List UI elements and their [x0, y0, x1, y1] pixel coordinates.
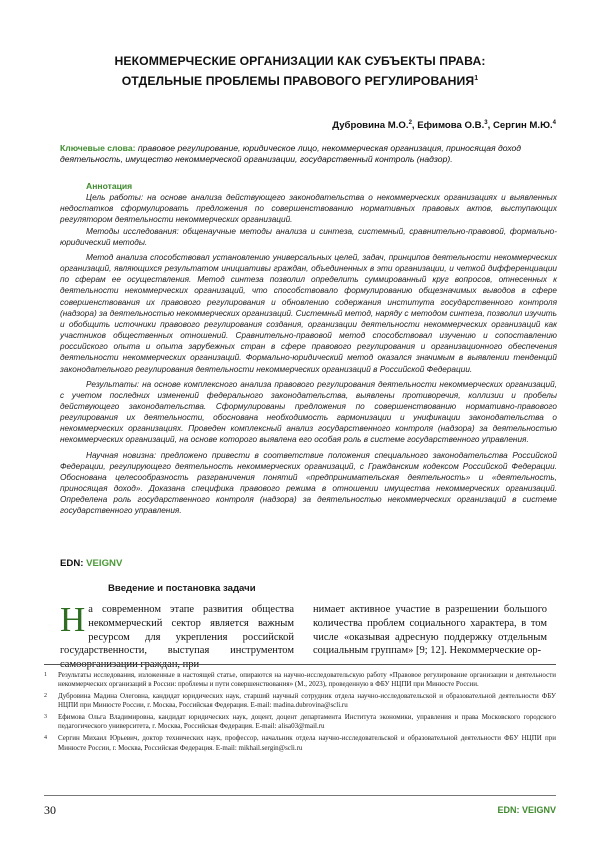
footnote-number: 2	[44, 693, 47, 700]
footnote	[44, 692, 556, 711]
drop-cap: Н	[60, 600, 86, 639]
author-list	[332, 120, 556, 131]
keywords-label: Ключевые слова:	[60, 143, 136, 153]
footer-edn: EDN: VEIGNV	[497, 805, 556, 815]
abstract-paragraph: Результаты: на основе комплексного анализа правового регулирования деятельности некоммерческих организаций, с учетом последних изменений федерального законодательства, выявлены противоречия, коллизии и пробелы действующего законодательства. Сформулированы предложения по совершенствованию нормативно-правового регулирования их деятельности, обоснована необходимость гармонизации и унификации законодательства о некоммерческих организациях. Проведен комплексный анализ государственного контроля (надзора) за деятельностью некоммерческих организаций, на основе которого выявлена его особая роль в системе государственного управления.	[60, 379, 557, 445]
title-line-1: НЕКОММЕРЧЕСКИЕ ОРГАНИЗАЦИИ КАК СУБЪЕКТЫ ПРАВА:	[114, 54, 486, 68]
abstract	[60, 181, 557, 517]
title-line-2: ОТДЕЛЬНЫЕ ПРОБЛЕМЫ ПРАВОВОГО РЕГУЛИРОВАНИЯ	[121, 74, 475, 89]
footnote-text: Ефимова Ольга Владимировна, кандидат юридических наук, доцент, доцент департамента Института экономики, управления и права Московского городского педагогического университета, г. Москва, Российская Федерация. E-mail: alisa03@mail.ru	[58, 713, 556, 731]
page-number: 30	[44, 803, 56, 817]
abstract-paragraph: Цель работы: на основе анализа действующего законодательства о некоммерческих организациях и выявленных недостатков сформулировать предложения по совершенствованию нормативных правовых актов, выступающих регулятором деятельности некоммерческих организаций.	[60, 193, 557, 225]
title-footnote-mark: 1	[474, 75, 479, 82]
section-heading: Введение и постановка задачи	[108, 583, 256, 594]
edn-label: EDN:	[60, 558, 84, 569]
body-column-left	[60, 600, 294, 672]
body-column-right	[313, 603, 547, 658]
author-name: Дубровина М.О.	[332, 120, 409, 132]
footer-divider	[44, 795, 556, 796]
footnote-text: Дубровина Мадина Олеговна, кандидат юридических наук, старший научный сотрудник отдела научно-исследовательской и образовательной деятельности ФБУ НЦПИ при Минюсте России, г. Москва, Российская Федерация. E-mail: madina.dubrovina@scli.ru	[58, 692, 556, 710]
footnote-text: Сергин Михаил Юрьевич, доктор технических наук, профессор, начальник отдела научно-исследовательской и образовательной деятельности ФБУ НЦПИ при Минюсте России, г. Москва, Российская Федерация. E-mail: mikhail.sergin@scli.ru	[58, 734, 556, 752]
footnote-number: 1	[44, 672, 47, 678]
edn-code: VEIGNV	[86, 558, 123, 569]
footnote-number: 4	[44, 735, 47, 742]
footnote	[44, 734, 556, 753]
footnote-text: Результаты исследования, изложенные в настоящей статье, опираются на научно-исследовательскую работу «Правовое регулирование организации и деятельности некоммерческих организаций в России: проблемы и пути совершенствования» (М., 2023), проведенную в ФБУ НЦПИ при Минюсте России.	[58, 671, 556, 689]
body-text-left: а современном этапе развития общества некоммерческий сектор является важным ресурсом для укрепления российской государственности, выступая инструментом самоорганизации граждан, при-	[60, 604, 294, 671]
abstract-paragraph: Метод анализа способствовал установлению универсальных целей, задач, принципов деятельности некоммерческих организаций, являющихся результатом инициативы граждан, объединенных в эти организации, и четкой дифференциации по сферам ее осуществления. Метод синтеза позволил определить суммированный круг вопросов, отнесенных к деятельности некоммерческих организаций, что способствовало формулированию общезначимых выводов в сфере совершенствования их правового регулирования и обновлению содержания института государственного контроля (надзора) за деятельностью некоммерческих организаций. Системный метод, наряду с методом синтеза, позволил изучить и обобщить источники правового регулирования создания, организации деятельности некоммерческих организаций как участников общественных отношений. Сравнительно-правовой метод способствовал изучению и сопоставлению российского опыта и опыта зарубежных стран в сфере правового регулирования и организационного обеспечения деятельности некоммерческих организаций. Формально-юридический метод оказался значимым в выявлении тенденций законодательного регулирования деятельности некоммерческих организаций в Российской Федерации.	[60, 252, 557, 374]
author-footnote-mark: 4	[552, 120, 556, 126]
footnote-number: 3	[44, 714, 47, 721]
footnote	[44, 713, 556, 732]
abstract-title: Аннотация	[86, 181, 133, 191]
author-name: Ефимова О.В.	[417, 120, 485, 132]
footnotes	[44, 671, 556, 755]
author-footnote-mark: 2	[408, 120, 412, 126]
abstract-paragraph: Научная новизна: предложено привести в соответствие положения специального законодательства Российской Федерации, регулирующего деятельность некоммерческих организаций, с Гражданским кодексом Российской Федерации. Обоснована целесообразность разграничения понятий «предпринимательская деятельность» и «деятельность, приносящая доход». Доказана специфика правового режима в отношении имущества некоммерческих организаций. Определена роль государственного контроля (надзора) за деятельностью некоммерческих организаций в системе государственного управления.	[60, 450, 557, 516]
author-separator: ,	[487, 120, 491, 132]
footnote	[44, 671, 556, 690]
keywords-text: правовое регулирование, юридическое лицо, некоммерческая организация, приносящая доход деятельность, имущество некоммерческой организации, государственный контроль (надзор).	[60, 143, 522, 165]
author-footnote-mark: 3	[484, 120, 488, 126]
footnote-divider	[44, 664, 556, 665]
author-separator: ,	[411, 120, 415, 132]
article-title	[60, 53, 540, 90]
body-text-right: нимает активное участие в разрешении большого количества проблем социального характера, в том числе «оказывая адресную поддержку отдельным социальным группам» [9; 12]. Некоммерческие ор-	[313, 604, 547, 657]
keywords	[60, 143, 557, 166]
abstract-paragraph: Методы исследования: общенаучные методы анализа и синтеза, системный, сравнительно-правовой, формально-юридический методы.	[60, 226, 557, 247]
author-name: Сергин М.Ю.	[492, 120, 553, 132]
edn-identifier	[60, 558, 122, 569]
